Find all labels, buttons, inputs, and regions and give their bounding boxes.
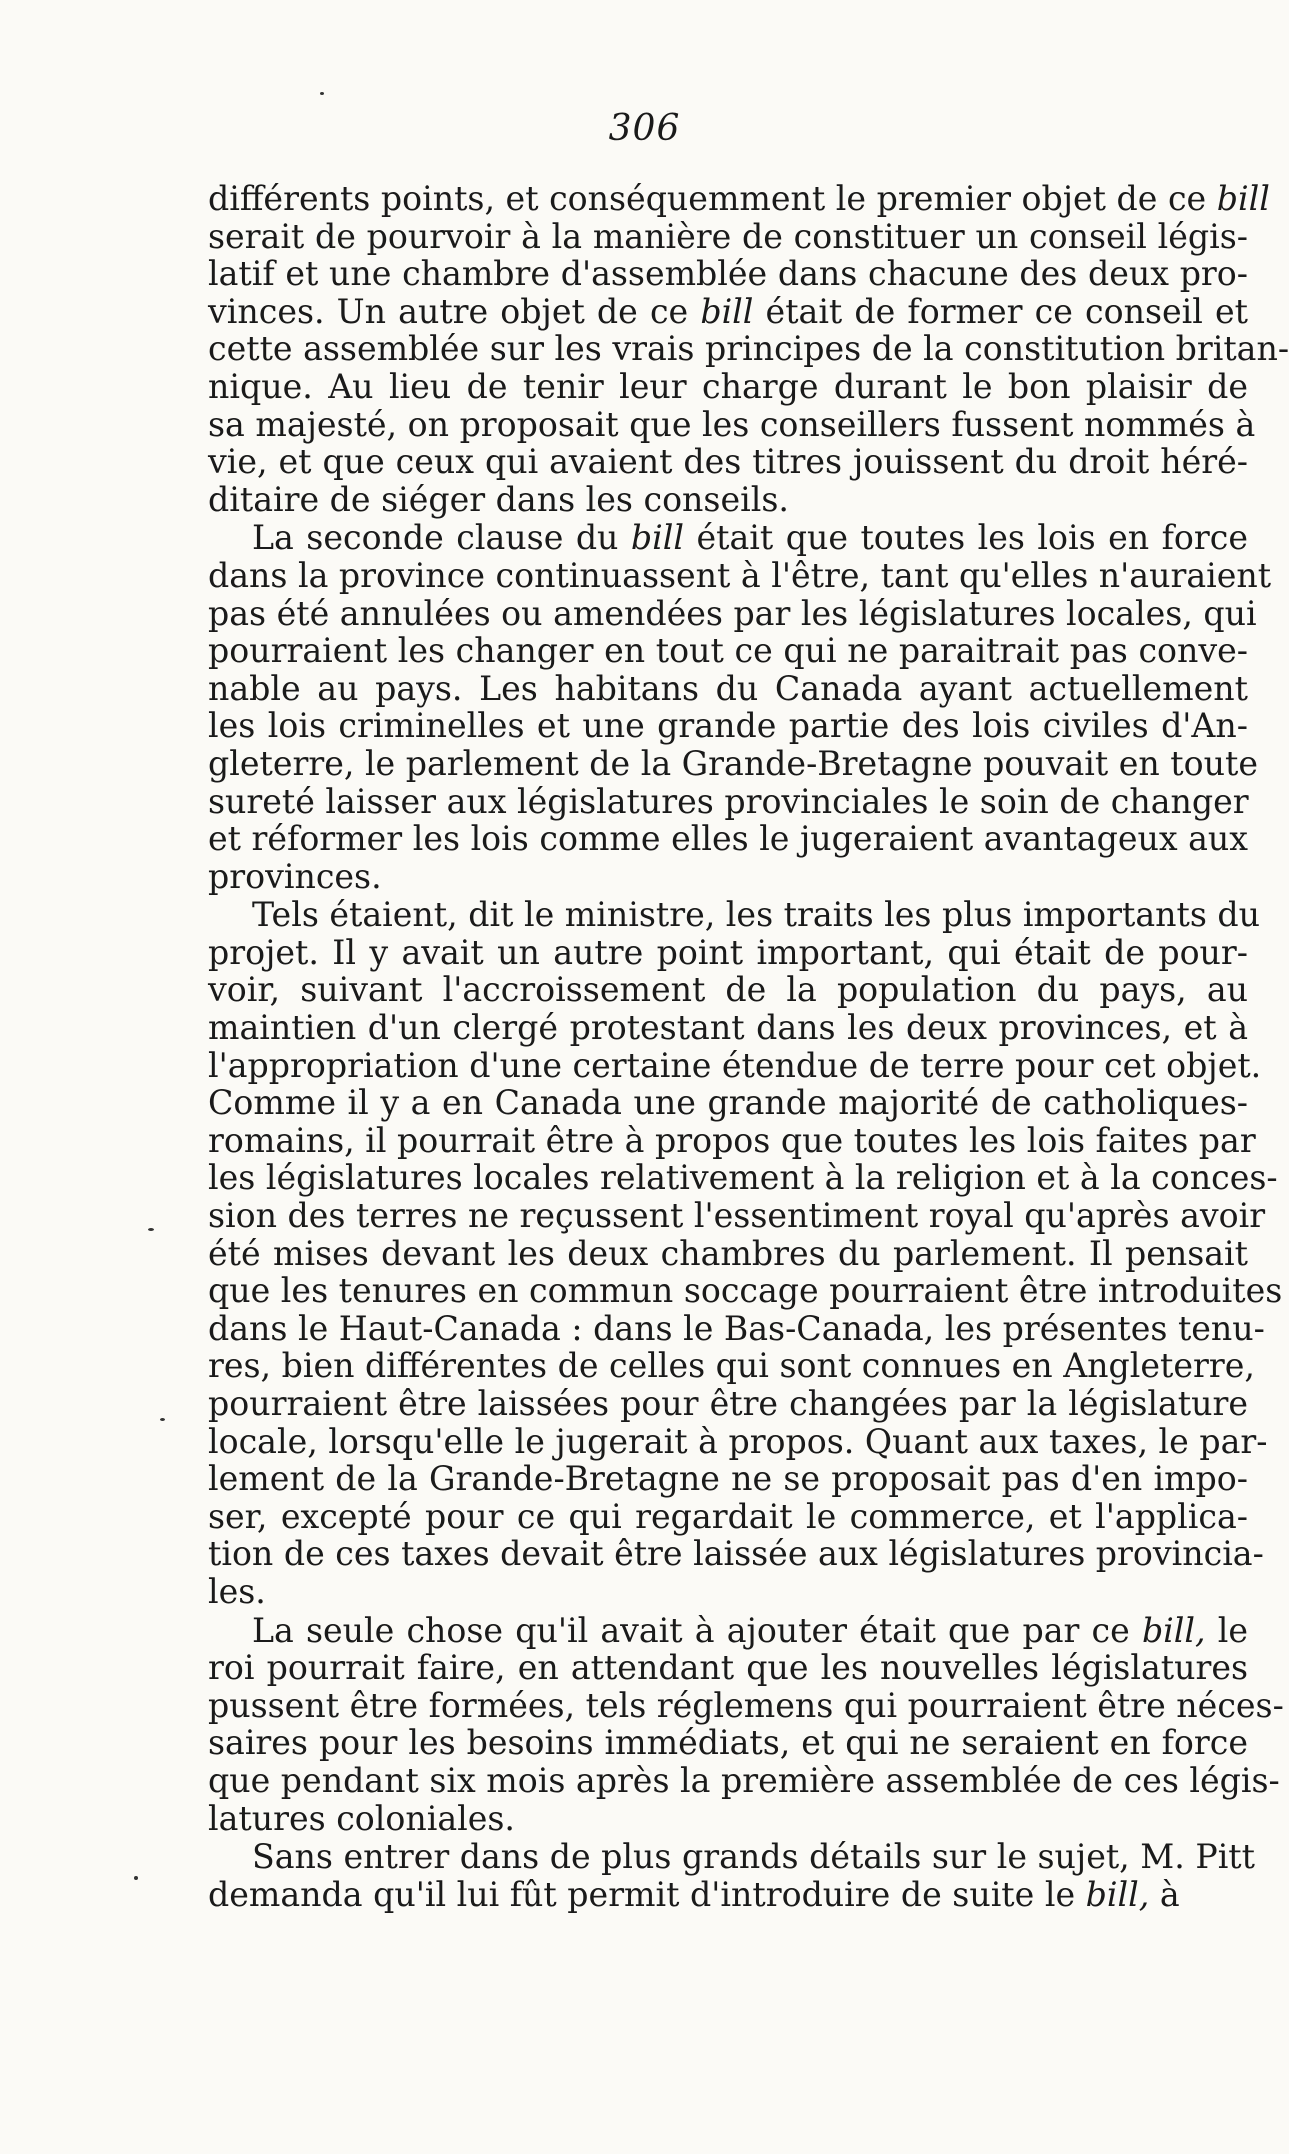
scan-speck: [134, 1876, 138, 1880]
text-run: dans le Haut-Canada : dans le Bas-Canada, les présentes tenu-: [208, 1308, 1265, 1348]
scan-speck: [320, 92, 324, 95]
text-line: [208, 1837, 1255, 1877]
text-line: [208, 218, 1248, 256]
text-line: [208, 895, 1261, 935]
text-run: latures coloniales.: [208, 1798, 515, 1838]
text-run: ser, excepté pour ce qui regardait le commerce, et l'applica-: [208, 1496, 1248, 1536]
text-run: à: [1149, 1874, 1180, 1914]
text-line: [208, 858, 1248, 896]
text-run: les lois criminelles et une grande partie des lois civiles d'An-: [208, 706, 1248, 746]
text-run: serait de pourvoir à la manière de constituer un conseil légis-: [208, 216, 1248, 256]
text-line: [208, 179, 1270, 218]
text-run: Comme il y a en Canada une grande majorité de catholiques-: [208, 1083, 1248, 1123]
text-line: [208, 293, 1248, 331]
body-text: [208, 179, 1289, 1914]
text-line: [208, 1045, 1262, 1085]
text-run: les.: [208, 1571, 266, 1611]
text-line: [208, 707, 1248, 745]
text-line: [208, 1235, 1248, 1273]
text-run: sureté laisser aux législatures provinciales le soin de changer: [208, 781, 1249, 821]
text-line: [208, 820, 1248, 858]
text-run: différents points, et conséquemment le premier objet de ce: [208, 179, 1217, 218]
text-run: pourraient les changer en tout ce qui ne paraitrait pas conve-: [208, 631, 1248, 671]
text-run: nique. Au lieu de tenir leur charge durant le bon plaisir de: [208, 366, 1248, 406]
text-run: saires pour les besoins immédiats, et qui ne seraient en force: [208, 1723, 1248, 1763]
text-run: le: [1205, 1610, 1248, 1650]
text-run: provinces.: [208, 856, 382, 896]
text-line: [208, 1800, 1248, 1838]
text-line: [208, 555, 1272, 595]
text-run: locale, lorsqu'elle le jugerait à propos. Quant aux taxes, le par-: [208, 1421, 1268, 1461]
text-line: [208, 404, 1256, 444]
page-number: 306: [608, 108, 681, 149]
italic-word: bill,: [1141, 1610, 1206, 1650]
italic-word: bill: [630, 518, 685, 558]
text-run: Sans entrer dans de plus grands détails sur le sujet, M. Pitt: [252, 1837, 1255, 1877]
italic-word: bill,: [1085, 1874, 1150, 1914]
text-line: [208, 593, 1257, 633]
scan-speck: [148, 1228, 154, 1231]
text-line: [208, 1460, 1248, 1498]
paragraph: [208, 1610, 1284, 1838]
text-run: pussent être formées, tels réglemens qui pourraient être néces-: [208, 1685, 1284, 1725]
text-line: [208, 1573, 1248, 1611]
text-line: [208, 743, 1258, 783]
text-run: dans la province continuassent à l'être, tant qu'elles n'auraient: [208, 555, 1272, 595]
text-run: l'appropriation d'une certaine étendue de terre pour cet objet.: [208, 1045, 1262, 1085]
text-run: gleterre, le parlement de la Grande-Bretagne pouvait en toute: [208, 743, 1258, 783]
text-line: [208, 1120, 1256, 1160]
text-run: roi pourrait faire, en attendant que les nouvelles législatures: [208, 1648, 1248, 1688]
text-run: sion des terres ne reçussent l'essentiment royal qu'après avoir: [208, 1196, 1266, 1236]
text-run: latif et une chambre d'assemblée dans chacune des deux pro-: [208, 254, 1248, 294]
text-line: [208, 1724, 1248, 1762]
text-run: sa majesté, on proposait que les conseillers fussent nommés à: [208, 404, 1256, 444]
text-run: vinces. Un autre objet de ce: [208, 291, 701, 331]
text-line: [208, 481, 1248, 519]
text-run: tion de ces taxes devait être laissée aux législatures provincia-: [208, 1534, 1264, 1574]
text-run: ditaire de siéger dans les conseils.: [208, 479, 789, 519]
text-line: [208, 1009, 1248, 1047]
text-line: [208, 1158, 1278, 1198]
text-line: [208, 1612, 1248, 1650]
text-run: nable au pays. Les habitans du Canada ayant actuellement: [208, 668, 1248, 708]
text-line: [208, 1346, 1255, 1386]
text-run: vie, et que ceux qui avaient des titres jouissent du droit héré-: [208, 442, 1248, 482]
text-line: [208, 329, 1289, 369]
text-line: [208, 783, 1248, 821]
text-line: [208, 1421, 1268, 1461]
text-line: [208, 1385, 1248, 1423]
text-line: [208, 1649, 1248, 1687]
text-run: La seconde clause du: [252, 518, 631, 558]
text-line: [208, 368, 1248, 406]
text-run: était que toutes les lois en force: [684, 518, 1248, 558]
text-line: [208, 443, 1248, 481]
text-line: [208, 1498, 1248, 1536]
text-line: [208, 670, 1248, 708]
text-run: que pendant six mois après la première assemblée de ces légis-: [208, 1760, 1280, 1800]
text-line: [208, 1271, 1283, 1311]
text-run: été mises devant les deux chambres du parlement. Il pensait: [208, 1233, 1248, 1273]
text-line: [208, 971, 1248, 1009]
text-line: [208, 1196, 1266, 1236]
italic-word: bill: [700, 291, 754, 331]
paragraph: [208, 1837, 1255, 1914]
text-run: et réformer les lois comme elles le jugeraient avantageux aux: [208, 819, 1248, 859]
text-run: maintien d'un clergé protestant dans les deux provinces, et à: [208, 1008, 1248, 1048]
text-line: [208, 1876, 1248, 1914]
text-line: [208, 1534, 1264, 1574]
text-line: [208, 255, 1248, 293]
text-run: romains, il pourrait être à propos que toutes les lois faites par: [208, 1120, 1256, 1160]
text-run: lement de la Grande-Bretagne ne se proposait pas d'en impo-: [208, 1459, 1248, 1499]
paragraph: [208, 518, 1272, 896]
text-line: [208, 632, 1248, 670]
text-run: cette assemblée sur les vrais principes de la constitution britan-: [208, 329, 1289, 369]
text-line: [208, 934, 1248, 972]
italic-word: bill: [1216, 179, 1270, 218]
text-run: voir, suivant l'accroissement de la population du pays, au: [208, 970, 1248, 1010]
text-run: demanda qu'il lui fût permit d'introduire de suite le: [208, 1874, 1086, 1914]
text-line: [208, 1685, 1284, 1725]
text-run: les législatures locales relativement à la religion et à la conces-: [208, 1158, 1278, 1198]
paragraph: [208, 179, 1289, 519]
text-line: [208, 519, 1248, 557]
text-line: [208, 1308, 1265, 1348]
text-run: pourraient être laissées pour être changées par la législature: [208, 1384, 1248, 1423]
scan-speck: [160, 1418, 165, 1421]
text-run: était de former ce conseil et: [753, 291, 1248, 331]
text-run: Tels étaient, dit le ministre, les traits les plus importants du: [252, 895, 1261, 935]
text-run: La seule chose qu'il avait à ajouter était que par ce: [252, 1610, 1142, 1650]
text-line: [208, 1760, 1280, 1800]
text-run: res, bien différentes de celles qui sont connues en Angleterre,: [208, 1346, 1255, 1386]
text-run: projet. Il y avait un autre point important, qui était de pour-: [208, 932, 1248, 972]
text-line: [208, 1084, 1248, 1122]
paragraph: [208, 895, 1283, 1611]
text-run: pas été annulées ou amendées par les législatures locales, qui: [208, 593, 1257, 633]
text-run: que les tenures en commun soccage pourraient être introduites: [208, 1271, 1283, 1311]
